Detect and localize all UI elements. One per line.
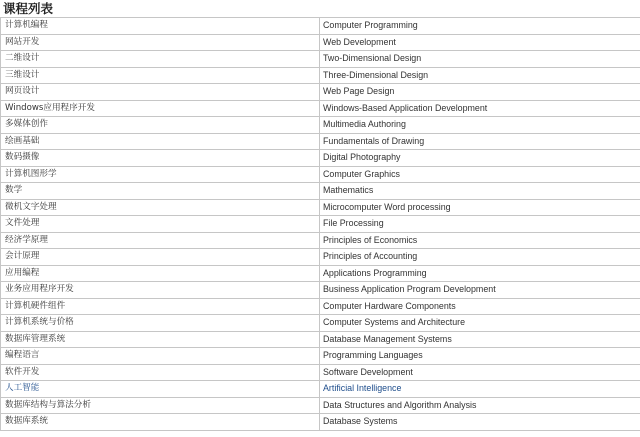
- course-name-chinese: 二维设计: [1, 51, 320, 68]
- course-name-chinese: 文件处理: [1, 216, 320, 233]
- course-name-english: Applications Programming: [320, 265, 640, 282]
- table-row: [1, 216, 640, 233]
- table-row: [1, 364, 640, 381]
- course-name-english: Principles of Economics: [320, 232, 640, 249]
- course-name-english: Data Structures and Algorithm Analysis: [320, 397, 640, 414]
- course-name-chinese: 数据库管理系统: [1, 331, 320, 348]
- table-row: [1, 249, 640, 266]
- course-name-english: Two-Dimensional Design: [320, 51, 640, 68]
- course-name-chinese: 绘画基础: [1, 133, 320, 150]
- course-name-chinese: Windows应用程序开发: [1, 100, 320, 117]
- course-name-english: Computer Systems and Architecture: [320, 315, 640, 332]
- course-name-chinese: 网页设计: [1, 84, 320, 101]
- course-name-english: Digital Photography: [320, 150, 640, 167]
- table-row: [1, 183, 640, 200]
- course-table-body: [1, 18, 640, 431]
- table-row: [1, 117, 640, 134]
- table-row: [1, 18, 640, 35]
- table-row: [1, 34, 640, 51]
- course-name-english: Fundamentals of Drawing: [320, 133, 640, 150]
- course-name-english: Microcomputer Word processing: [320, 199, 640, 216]
- course-name-english: Web Development: [320, 34, 640, 51]
- course-name-english: Computer Hardware Components: [320, 298, 640, 315]
- course-table: [0, 17, 640, 431]
- course-name-chinese: 数据库系统: [1, 414, 320, 431]
- course-name-chinese: 三维设计: [1, 67, 320, 84]
- course-name-chinese: 计算机系统与价格: [1, 315, 320, 332]
- course-name-chinese: 计算机硬件组件: [1, 298, 320, 315]
- course-name-english: Web Page Design: [320, 84, 640, 101]
- table-row: [1, 84, 640, 101]
- course-name-chinese: 数学: [1, 183, 320, 200]
- course-name-english: Three-Dimensional Design: [320, 67, 640, 84]
- course-name-english: Computer Graphics: [320, 166, 640, 183]
- course-name-english: Programming Languages: [320, 348, 640, 365]
- course-name-chinese: 微机文字处理: [1, 199, 320, 216]
- course-name-english: Database Systems: [320, 414, 640, 431]
- table-row: [1, 166, 640, 183]
- table-row: [1, 282, 640, 299]
- course-name-chinese: 多媒体创作: [1, 117, 320, 134]
- course-name-chinese: 经济学原理: [1, 232, 320, 249]
- course-name-english: File Processing: [320, 216, 640, 233]
- course-name-chinese: 网站开发: [1, 34, 320, 51]
- table-row: [1, 298, 640, 315]
- course-name-chinese: 人工智能: [1, 381, 320, 398]
- course-name-english: Artificial Intelligence: [320, 381, 640, 398]
- table-row: [1, 232, 640, 249]
- course-name-english: Mathematics: [320, 183, 640, 200]
- table-row: [1, 265, 640, 282]
- table-row: [1, 51, 640, 68]
- course-name-english: Windows-Based Application Development: [320, 100, 640, 117]
- course-name-chinese: 编程语言: [1, 348, 320, 365]
- course-name-english: Multimedia Authoring: [320, 117, 640, 134]
- table-row: [1, 397, 640, 414]
- course-name-english: Database Management Systems: [320, 331, 640, 348]
- course-name-chinese: 会计原理: [1, 249, 320, 266]
- course-name-chinese: 计算机图形学: [1, 166, 320, 183]
- course-name-english: Business Application Program Development: [320, 282, 640, 299]
- course-name-english: Computer Programming: [320, 18, 640, 35]
- page-title: 课程列表: [3, 1, 54, 16]
- table-row: [1, 100, 640, 117]
- table-row: [1, 331, 640, 348]
- course-name-chinese: 应用编程: [1, 265, 320, 282]
- course-name-chinese: 数码摄像: [1, 150, 320, 167]
- table-row: [1, 150, 640, 167]
- course-name-english: Software Development: [320, 364, 640, 381]
- course-name-chinese: 计算机编程: [1, 18, 320, 35]
- table-row: [1, 133, 640, 150]
- course-name-chinese: 业务应用程序开发: [1, 282, 320, 299]
- table-row: [1, 67, 640, 84]
- table-row: [1, 315, 640, 332]
- course-name-english: Principles of Accounting: [320, 249, 640, 266]
- table-row: [1, 414, 640, 431]
- table-row: [1, 348, 640, 365]
- table-row: [1, 381, 640, 398]
- table-row: [1, 199, 640, 216]
- course-name-chinese: 数据库结构与算法分析: [1, 397, 320, 414]
- course-name-chinese: 软件开发: [1, 364, 320, 381]
